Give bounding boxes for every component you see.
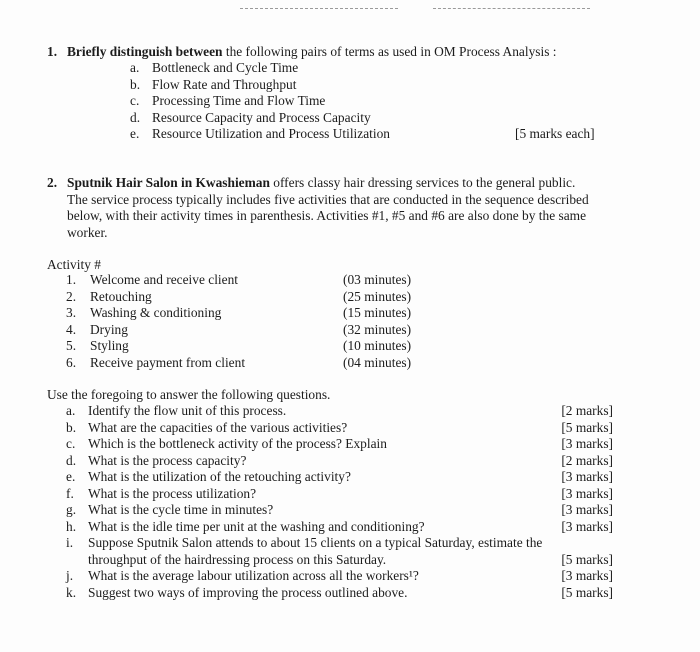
question-1-rest: the following pairs of terms as used in OM Process Analysis : — [222, 44, 557, 59]
activity-time: (25 minutes) — [343, 288, 412, 304]
activity-time: (03 minutes) — [343, 272, 412, 287]
question-2-line-1: Sputnik Hair Salon in Kwashieman offers classy hair dressing services to the general public. — [67, 175, 576, 190]
activity-row: 2. Retouching — [66, 288, 152, 304]
sub-question: b. What are the capacities of the various activities? — [66, 419, 348, 435]
sub-question: i. Suppose Sputnik Salon attends to about 15 clients on a typical Saturday, estimate the — [66, 535, 543, 550]
sub-question-marks: [2 marks] — [561, 452, 613, 468]
activity-row: 4. Drying — [66, 321, 128, 337]
sub-question-marks: [3 marks] — [561, 485, 613, 501]
question-1-item: d. Resource Capacity and Process Capacity — [130, 109, 371, 125]
sub-question: f. What is the process utilization? — [66, 485, 257, 501]
sub-question-marks: [3 marks] — [561, 469, 613, 484]
question-1-prompt — [67, 44, 557, 61]
sub-question-marks: [5 marks] — [561, 584, 613, 600]
sub-question-marks: [3 marks] — [561, 568, 613, 583]
top-divider-left — [240, 8, 398, 9]
sub-question: a. Identify the flow unit of this process. — [66, 403, 287, 418]
activity-header: Activity # — [47, 257, 101, 272]
sub-question: k. Suggest two ways of improving the process outlined above. — [66, 584, 408, 600]
activity-time: (32 minutes) — [343, 321, 412, 337]
question-1-item: a. Bottleneck and Cycle Time — [130, 60, 299, 75]
activity-row: 5. Styling — [66, 338, 129, 353]
questions-intro: Use the foregoing to answer the following questions. — [47, 387, 331, 402]
sub-question: j. What is the average labour utilization across all the workers¹? — [66, 568, 419, 583]
question-2-line-3: below, with their activity times in parenthesis. Activities #1, #5 and #6 are also done by the same — [67, 208, 587, 223]
question-1-lead: Briefly distinguish between — [67, 44, 223, 59]
sub-question-marks: [3 marks] — [561, 436, 613, 451]
activity-time: (15 minutes) — [343, 305, 412, 320]
sub-question: d. What is the process capacity? — [66, 452, 247, 468]
activity-row: 3. Washing & conditioning — [66, 305, 222, 320]
activity-time: (10 minutes) — [343, 338, 412, 353]
sub-question: e. What is the utilization of the retouching activity? — [66, 469, 351, 484]
sub-question-continuation: throughput of the hairdressing process on this Saturday. — [88, 551, 387, 567]
question-1-item: e. Resource Utilization and Process Utilization — [130, 126, 390, 141]
sub-question: g. What is the cycle time in minutes? — [66, 502, 274, 517]
sub-question-marks: [2 marks] — [561, 403, 613, 418]
sub-question-marks: [3 marks] — [561, 518, 613, 534]
question-2-lead: Sputnik Hair Salon in Kwashieman — [67, 175, 270, 190]
sub-question-marks: [5 marks] — [561, 419, 613, 435]
question-1-marks: [5 marks each] — [515, 126, 595, 141]
sub-question-marks: [3 marks] — [561, 502, 613, 517]
sub-question: c. Which is the bottleneck activity of the process? Explain — [66, 436, 387, 451]
activity-row: 1. Welcome and receive client — [66, 272, 238, 287]
question-1-item: c. Processing Time and Flow Time — [130, 93, 326, 108]
question-2-line-4: worker. — [67, 224, 108, 240]
sub-question: h. What is the idle time per unit at the washing and conditioning? — [66, 518, 425, 534]
sub-question-marks: [5 marks] — [561, 551, 613, 567]
activity-time: (04 minutes) — [343, 354, 412, 370]
top-divider-right — [433, 8, 590, 9]
question-1-item: b. Flow Rate and Throughput — [130, 76, 297, 92]
question-2-line-2: The service process typically includes five activities that are conducted in the sequence described — [67, 191, 589, 207]
question-1-number: 1. — [47, 44, 58, 59]
activity-row: 6. Receive payment from client — [66, 354, 246, 370]
question-2-number: 2. — [47, 175, 58, 190]
